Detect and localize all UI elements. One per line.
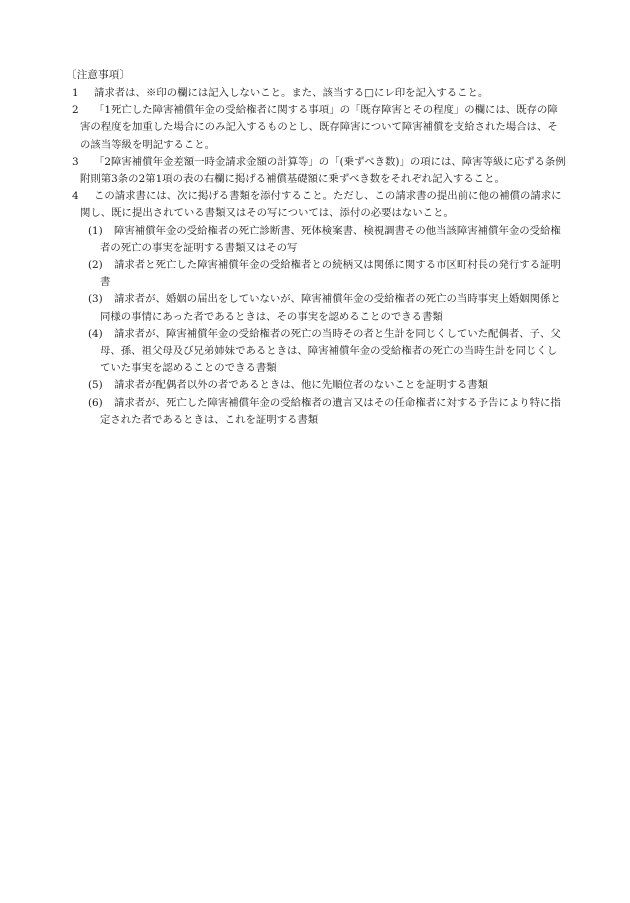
attachment-item-5: [66, 377, 566, 394]
note-text: 「2障害補償年金差額一時金請求金額の計算等」の「(乗ずべき数)」の項には、障害等級に応ずる条例附則第3条の2第1項の表の右欄に掲げる補償基礎額に乗ずべき数をそれぞれ記入すること。: [80, 155, 566, 186]
note-number: 2: [72, 104, 79, 117]
attachment-item-1: [66, 223, 566, 257]
attachment-number: (3): [88, 293, 103, 306]
note-number: 1: [72, 87, 79, 99]
attachment-text: 請求者が、婚姻の届出をしていないが、障害補償年金の受給権者の死亡の当時事実上婚姻関係と同様の事情にあった者であるときは、その事実を認めることのできる書類: [100, 293, 561, 323]
attachment-text: 障害補償年金の受給権者の死亡診断書、死体検案書、検視調書その他当該障害補償年金の受給権者の死亡の事実を証明する書類又はその写: [100, 224, 561, 254]
note-number: 4: [72, 190, 79, 203]
attachment-text: 請求者が配偶者以外の者であるときは、他に先順位者のないことを証明する書類: [114, 379, 489, 392]
attachment-item-2: [66, 257, 566, 291]
note-text: 「1死亡した障害補償年金の受給権者に関する事項」の「既存障害とその程度」の欄には、既存の障害の程度を加重した場合にのみ記入するものとし、既存障害について障害補償を支給された場合は、その該当等級を明記すること。: [80, 104, 558, 151]
attachment-number: (4): [88, 327, 103, 340]
attachment-item-6: [66, 395, 566, 429]
note-text: この請求書には、次に掲げる書類を添付すること。ただし、この請求書の提出前に他の補償の請求に関し、既に提出されている書類又はその写については、添付の必要はないこと。: [80, 190, 562, 220]
note-item-3: [66, 154, 566, 188]
attachment-number: (2): [88, 259, 103, 272]
notes-list: [66, 85, 566, 429]
note-text: 請求者は、※印の欄には記入しないこと。また、該当する□にレ印を記入すること。: [94, 87, 489, 99]
notes-heading: 〔注意事項〕: [66, 69, 131, 81]
attachment-number: (5): [88, 379, 103, 392]
note-item-2: [66, 102, 566, 154]
attachment-text: 請求者と死亡した障害補償年金の受給権者との続柄又は関係に関する市区町村長の発行する証明書: [100, 259, 561, 289]
note-item-4: [66, 188, 566, 222]
attachment-text: 請求者が、死亡した障害補償年金の受給権者の遺言又はその任命権者に対する予告により特に指定された者であるときは、これを証明する書類: [100, 396, 561, 426]
note-item-1: [66, 85, 566, 102]
attachment-item-4: [66, 326, 566, 378]
note-number: 3: [72, 155, 79, 168]
attachment-number: (6): [88, 396, 103, 409]
attachment-text: 請求者が、障害補償年金の受給権者の死亡の当時その者と生計を同じくしていた配偶者、子、父母、孫、祖父母及び兄弟姉妹であるときは、障害補償年金の受給権者の死亡の当時生計を同じくしていた事実を認めることのできる書類: [100, 327, 561, 375]
attachment-item-3: [66, 291, 566, 325]
attachment-number: (1): [88, 224, 103, 237]
